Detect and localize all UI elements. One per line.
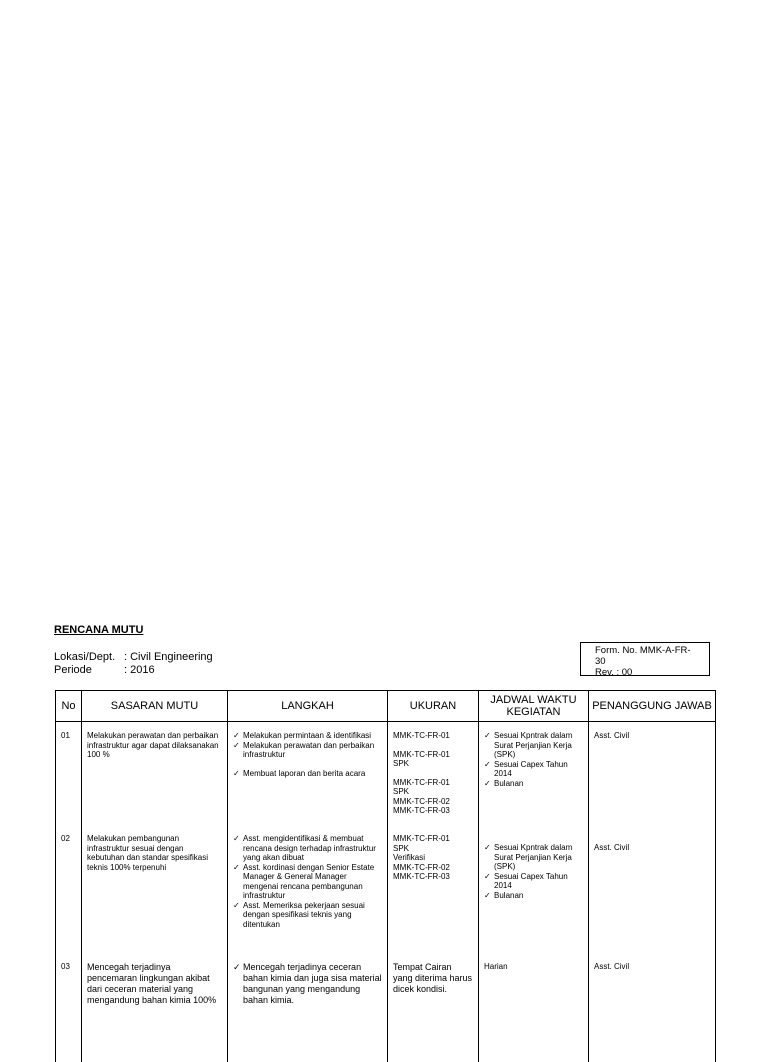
quality-plan-table: [55, 690, 716, 1062]
table-row: [56, 953, 716, 1062]
row-penanggung-jawab: Asst. Civil: [589, 953, 716, 1062]
lokasi-value: : Civil Engineering: [124, 651, 213, 663]
ukuran-line: MMK-TC-FR-03: [393, 872, 450, 881]
row-ukuran: [388, 825, 479, 953]
langkah-item: ✓ Asst. Memeriksa pekerjaan sesuai dengan spesifikasi teknis yang ditentukan: [233, 901, 382, 930]
langkah-item: ✓ Melakukan perawatan dan perbaikan infrastruktur: [233, 741, 382, 760]
header-jadwal: JADWAL WAKTU KEGIATAN: [479, 691, 589, 722]
periode-label: Periode: [54, 664, 92, 676]
table-row: [56, 722, 716, 826]
ukuran-line: MMK-TC-FR-01: [393, 834, 450, 843]
ukuran-line: Verifikasi: [393, 853, 426, 862]
row-ukuran: Tempat Cairan yang diterima harus dicek kondisi.: [388, 953, 479, 1062]
ukuran-line: MMK-TC-FR-03: [393, 806, 450, 815]
row-no: 02: [56, 825, 82, 953]
periode-line: [54, 664, 155, 676]
form-number: Form. No. MMK-A-FR-30: [595, 645, 691, 667]
lokasi-label: Lokasi/Dept.: [54, 651, 116, 663]
jadwal-item: ✓ Sesuai Capex Tahun 2014: [484, 872, 583, 891]
header-no: No: [56, 691, 82, 722]
langkah-item: ✓ Asst. mengidentifikasi & membuat rencana design terhadap infrastruktur yang akan dibuat: [233, 834, 382, 863]
langkah-item: ✓ Asst. kordinasi dengan Senior Estate Manager & General Manager mengenai rencana pembangunan infrastruktur: [233, 863, 382, 901]
jadwal-item: ✓ Bulanan: [484, 779, 583, 789]
jadwal-item: ✓ Sesuai Kpntrak dalam Surat Perjanjian Kerja (SPK): [484, 843, 583, 872]
row-langkah: [228, 953, 388, 1062]
row-langkah: [228, 722, 388, 826]
header-sasaran-mutu: SASARAN MUTU: [82, 691, 228, 722]
row-sasaran: Melakukan perawatan dan perbaikan infrastruktur agar dapat dilaksanakan 100 %: [82, 722, 228, 826]
row-jadwal: [479, 722, 589, 826]
table-row: [56, 825, 716, 953]
ukuran-line: MMK-TC-FR-01: [393, 777, 450, 787]
row-no: 03: [56, 953, 82, 1062]
ukuran-line: SPK: [393, 787, 410, 796]
jadwal-item: ✓ Bulanan: [484, 891, 583, 901]
langkah-item: ✓ Melakukan permintaan & identifikasi: [233, 731, 382, 741]
ukuran-line: MMK-TC-FR-01: [393, 731, 450, 740]
ukuran-line: MMK-TC-FR-01: [393, 749, 450, 759]
row-jadwal: Harian: [479, 953, 589, 1062]
document-title: RENCANA MUTU: [54, 624, 144, 636]
header-langkah: LANGKAH: [228, 691, 388, 722]
lokasi-line: [54, 651, 213, 663]
row-penanggung-jawab: Asst. Civil: [589, 825, 716, 953]
langkah-item: ✓ Mencegah terjadinya ceceran bahan kimia dan juga sisa material bangunan yang mengandung bahan kimia.: [233, 962, 382, 1006]
row-sasaran: Melakukan pembangunan infrastruktur sesuai dengan kebutuhan dan standar spesifikasi teknis 100% terpenuhi: [82, 825, 228, 953]
periode-value: : 2016: [124, 664, 155, 676]
langkah-item: ✓ Membuat laporan dan berita acara: [233, 769, 382, 779]
row-penanggung-jawab: Asst. Civil: [589, 722, 716, 826]
header-ukuran: UKURAN: [388, 691, 479, 722]
header-penanggung-jawab: PENANGGUNG JAWAB: [589, 691, 716, 722]
revision: Rev. : 00: [595, 667, 633, 678]
ukuran-line: MMK-TC-FR-02: [393, 862, 450, 872]
form-number-box: [580, 642, 710, 676]
table-header-row: [56, 691, 716, 722]
row-ukuran: [388, 722, 479, 826]
row-sasaran: Mencegah terjadinya pencemaran lingkungan akibat dari ceceran material yang mengandung bahan kimia 100%: [82, 953, 228, 1062]
jadwal-item: ✓ Sesuai Capex Tahun 2014: [484, 760, 583, 779]
ukuran-line: MMK-TC-FR-02: [393, 796, 450, 806]
ukuran-line: SPK: [393, 843, 410, 853]
row-jadwal: [479, 825, 589, 953]
row-langkah: [228, 825, 388, 953]
ukuran-line: SPK: [393, 759, 410, 768]
row-no: 01: [56, 722, 82, 826]
jadwal-item: ✓ Sesuai Kpntrak dalam Surat Perjanjian Kerja (SPK): [484, 731, 583, 760]
